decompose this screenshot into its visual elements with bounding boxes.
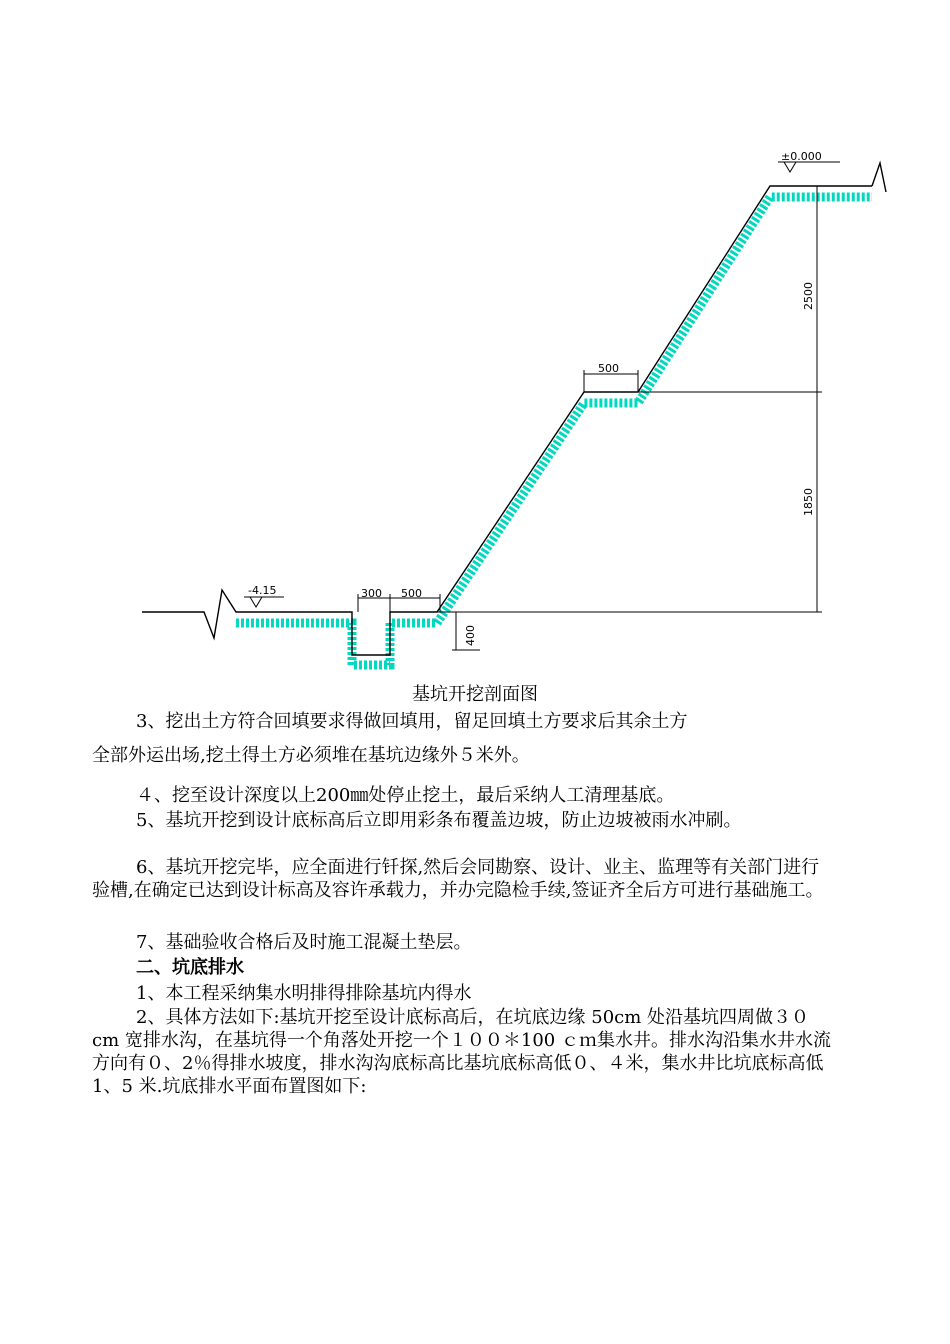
paragraph-4: ４、挖至设计深度以上200㎜处停止挖土，最后采纳人工清理基底。 xyxy=(136,785,675,806)
paragraph-5: 5、基坑开挖到设计底标高后立即用彩条布覆盖边坡，防止边坡被雨水冲刷。 xyxy=(136,810,742,831)
dimension-lines xyxy=(358,186,824,650)
top-level-label: ±0.000 xyxy=(781,150,822,163)
paragraph-3-line-1: 3、挖出土方符合回填要求得做回填用，留足回填土方要求后其余土方 xyxy=(136,711,688,732)
paragraph-6: 6、基坑开挖完毕，应全面进行钎探,然后会同勘察、设计、业主、监理等有关部门进行验槽,在确定已达到设计标高及容许承载力，并办完隐检手续,签证齐全后方可进行基础施工。 xyxy=(92,857,824,901)
dim-ditch-depth: 400 xyxy=(464,625,477,646)
paragraph-3-line-2: 全部外运出场,挖土得土方必须堆在基坑边缘外５米外。 xyxy=(92,745,530,766)
dim-lower-height: 1850 xyxy=(802,488,815,516)
level-marker-bottom xyxy=(244,597,284,607)
dim-upper-height: 2500 xyxy=(802,282,815,310)
soil-hatch xyxy=(236,197,872,665)
figure-caption: 基坑开挖剖面图 xyxy=(412,684,538,705)
dim-berm: 500 xyxy=(598,362,619,375)
bottom-level-label: -4.15 xyxy=(248,584,277,597)
level-marker-top xyxy=(778,162,840,172)
section-item-2: 2、具体方法如下:基坑开挖至设计底标高后，在坑底边缘 50cm 处沿基坑四周做３０cm 宽排水沟，在基坑得一个角落处开挖一个１００＊100 ｃｍ集水井。排水沟沿集水井水流方向有０、2％得排水坡度，排水沟沟底标高比基坑底标高低０、４米，集水井比坑底标高低 1、5 米.坑底排水平面布置图如下: xyxy=(92,1007,831,1097)
dim-ditch-offset: 500 xyxy=(401,587,422,600)
excavation-profile xyxy=(142,163,886,655)
dim-ditch-width: 300 xyxy=(361,587,382,600)
section-heading-drainage: 二、坑底排水 xyxy=(136,957,244,978)
section-item-1: 1、本工程采纳集水明排得排除基坑内得水 xyxy=(136,983,472,1004)
paragraph-7: 7、基础验收合格后及时施工混凝土垫层。 xyxy=(136,932,472,953)
